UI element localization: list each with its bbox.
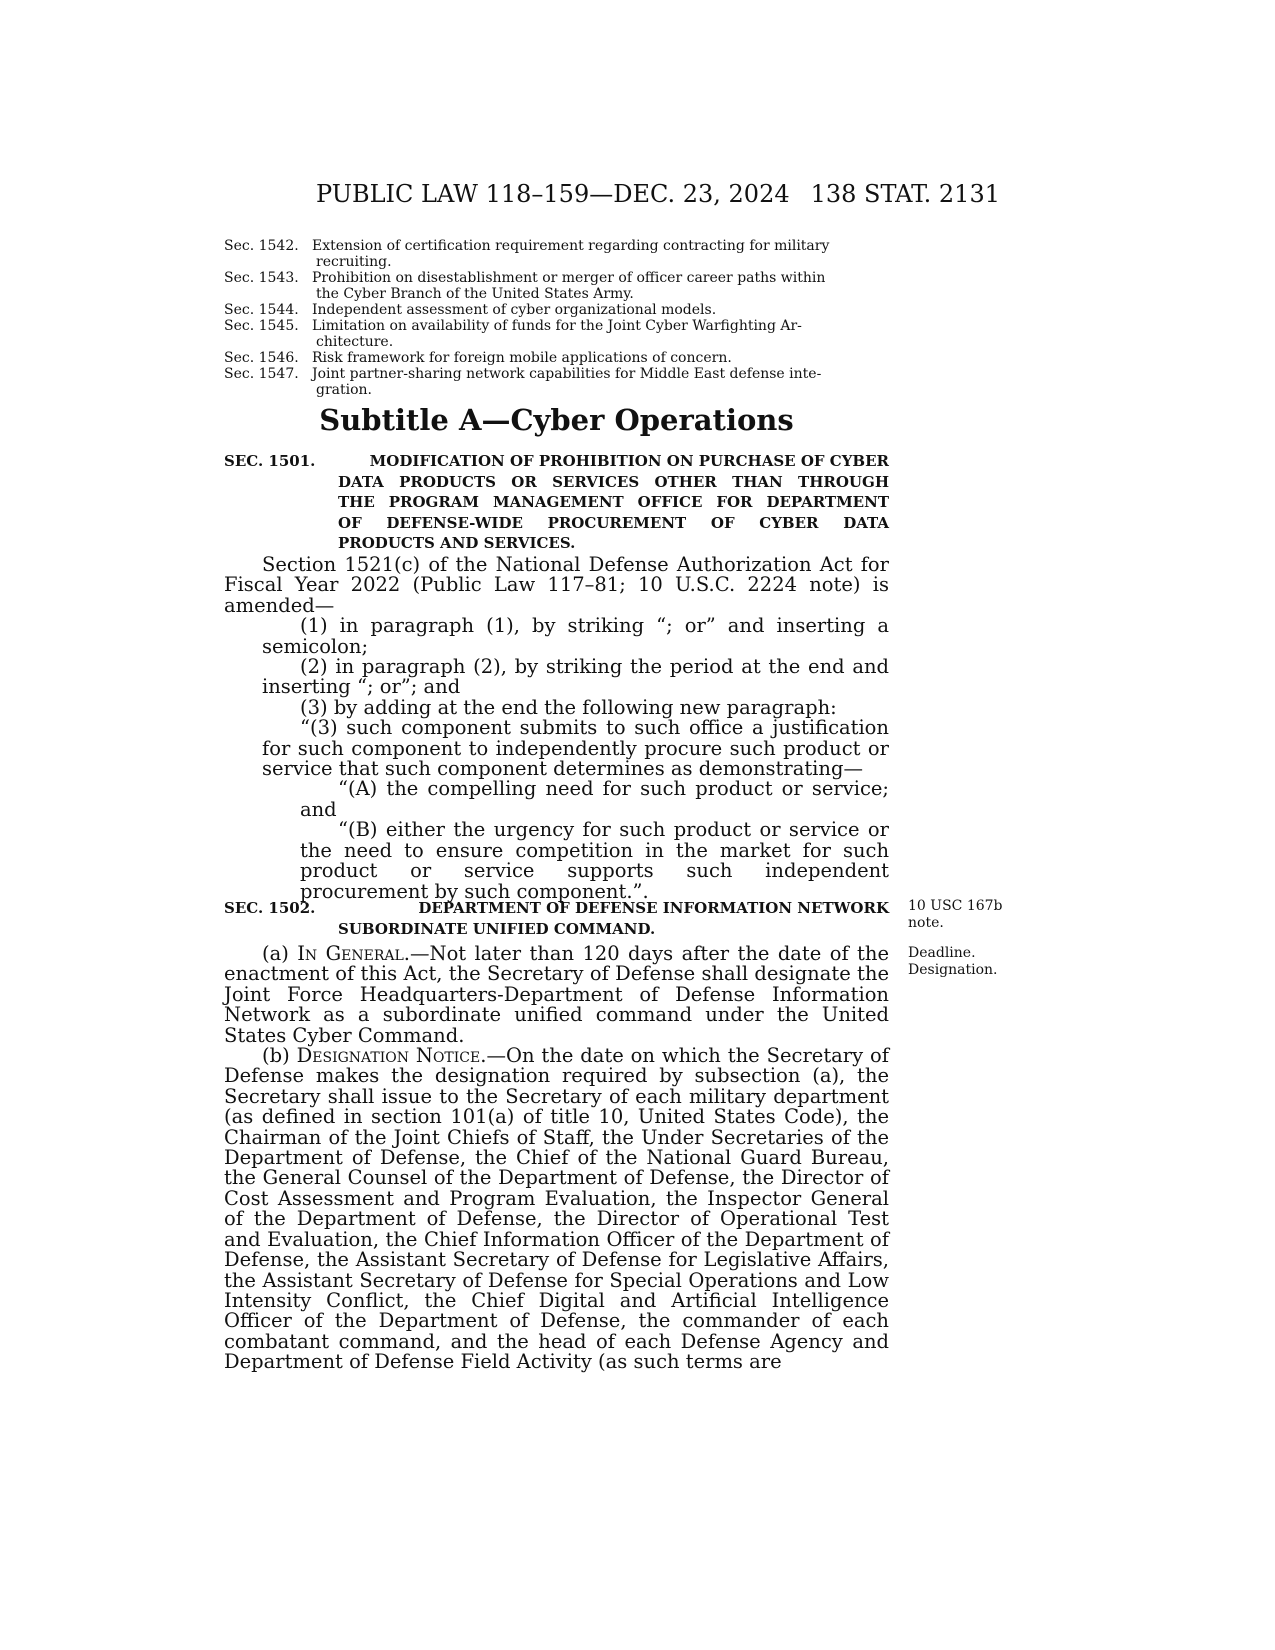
quoted-subparagraph-a: “(A) the compelling need for such product or service; and — [300, 777, 889, 821]
toc-section-number: Sec. 1546. — [224, 350, 299, 366]
toc-section-title: Limitation on availability of funds for the Joint Cyber Warfighting Ar- chitecture. — [312, 318, 802, 350]
amendment-paragraph-2: (2) in paragraph (2), by striking the period at the end and inserting “; or”; and — [262, 655, 889, 699]
toc-section-title: Independent assessment of cyber organizational models. — [312, 302, 717, 318]
section-1502-body — [224, 944, 889, 1373]
toc-entry — [224, 350, 889, 366]
margin-note-deadline: Deadline. Designation. — [908, 945, 998, 978]
toc-section-number: Sec. 1544. — [224, 302, 299, 318]
section-title-line: MODIFICATION OF PROHIBITION ON PURCHASE OF CYBER — [369, 452, 889, 470]
section-1501-heading — [224, 451, 889, 554]
section-number: SEC. 1502. — [224, 899, 316, 917]
toc-section-title: Risk framework for foreign mobile applications of concern. — [312, 350, 732, 366]
page-header — [224, 180, 1000, 220]
toc-section-number: Sec. 1543. — [224, 270, 299, 286]
toc-section-number: Sec. 1547. — [224, 366, 299, 382]
margin-note-usc-citation: 10 USC 167b note. — [908, 898, 1003, 931]
amendment-list — [224, 616, 889, 779]
subtitle-heading: Subtitle A—Cyber Operations — [319, 403, 794, 437]
toc-section-number: Sec. 1542. — [224, 238, 299, 254]
toc-entry — [224, 238, 889, 270]
section-1502-heading — [224, 898, 889, 939]
section-title-line: DEPARTMENT OF DEFENSE INFORMATION NETWORK — [418, 899, 889, 917]
quoted-new-paragraph: “(3) such component submits to such office a justification for such component to independently procure such product or service that such component determines as demonstrating— — [262, 716, 889, 781]
toc-entry — [224, 366, 889, 398]
section-title-line: THE PROGRAM MANAGEMENT OFFICE FOR DEPARTMENT — [338, 493, 889, 511]
subsection-heading: Designation Notice — [296, 1044, 481, 1068]
section-title-line: DATA PRODUCTS OR SERVICES OTHER THAN THROUGH — [338, 472, 889, 491]
toc-section-title: Extension of certification requirement regarding contracting for military recruiting. — [312, 238, 830, 270]
toc-section-number: Sec. 1545. — [224, 318, 299, 334]
subsection-heading: In General — [297, 942, 404, 965]
amendment-paragraph-1: (1) in paragraph (1), by striking “; or” and inserting a semicolon; — [262, 614, 889, 658]
quoted-subparagraphs — [224, 779, 889, 901]
section-1501-body — [224, 555, 889, 902]
subsection-text: On the date on which the Secretary of Defense makes the designation required by subsection (a), the Secretary shall issue to the Secretary of each military department (as defined in section 101(a) of title 10, United States Code), the Chairman of the Joint Chiefs of Staff, the Under Secretaries of the Department of Defense, the Chief of the National Guard Bureau, the General Counsel of the Department of Defense, the Director of Cost Assessment and Program Evaluation, the Inspector General of the Department of Defense, the Director of Operational Test and Evaluation, the Chief Information Officer of the Department of Defense, the Assistant Secretary of Defense for Legislative Affairs, the Assistant Secretary of Defense for Special Operations and Low Intensity Conflict, the Chief Digital and Artificial Intelligence Officer of the Department of Defense, the commander of each combatant command, and the head of each Defense Agency and Department of Defense Field Activity (as such terms are — [224, 1044, 890, 1374]
toc-section-title: Joint partner-sharing network capabilities for Middle East defense inte- gration. — [312, 366, 822, 398]
section-number: SEC. 1501. — [224, 452, 316, 470]
section-title-line: SUBORDINATE UNIFIED COMMAND. — [338, 919, 656, 938]
section-intro-paragraph: Section 1521(c) of the National Defense Authorization Act for Fiscal Year 2022 (Public Law 117–81; 10 U.S.C. 2224 note) is amended— — [224, 553, 889, 617]
toc-entry — [224, 302, 889, 318]
section-title-line: PRODUCTS AND SERVICES. — [338, 534, 576, 552]
statute-page-number: 138 STAT. 2131 — [810, 180, 1000, 208]
amendment-paragraph-3: (3) by adding at the end the following new paragraph: — [300, 695, 837, 719]
table-of-contents — [224, 238, 889, 398]
toc-entry — [224, 318, 889, 350]
section-title-line: OF DEFENSE-WIDE PROCUREMENT OF CYBER DATA — [338, 513, 889, 532]
toc-entry — [224, 270, 889, 302]
subsection-b: (b) Designation Notice.—On the date on which the Secretary of Defense makes the designation required by subsection (a), the Secretary shall issue to the Secretary of each military department (as defined in section 101(a) of title 10, United States Code), the Chairman of the Joint Chiefs of Staff, the Under Secretaries of the Department of Defense, the Chief of the National Guard Bureau, the General Counsel of the Department of Defense, the Director of Cost Assessment and Program Evaluation, the Inspector General of the Department of Defense, the Director of Operational Test and Evaluation, the Chief Information Officer of the Department of Defense, the Assistant Secretary of Defense for Legislative Affairs, the Assistant Secretary of Defense for Special Operations and Low Intensity Conflict, the Chief Digital and Artificial Intelligence Officer of the Department of Defense, the commander of each combatant command, and the head of each Defense Agency and Department of Defense Field Activity (as such terms are — [224, 1044, 890, 1374]
running-title: PUBLIC LAW 118–159—DEC. 23, 2024 — [316, 180, 790, 208]
subsection-text: Not later than 120 days after the date of the enactment of this Act, the Secretary of Defense shall designate the Joint Force Headquarters-Department of Defense Information Network as a subordinate unified command under the United States Cyber Command. — [224, 942, 889, 1047]
subsection-a: (a) In General.—Not later than 120 days after the date of the enactment of this Act, the Secretary of Defense shall designate the Joint Force Headquarters-Department of Defense Information Network as a subordinate unified command under the United States Cyber Command. — [224, 942, 889, 1047]
quoted-subparagraph-b: “(B) either the urgency for such product or service or the need to ensure competition in the market for such product or service supports such independent procurement by such component.”. — [300, 818, 889, 903]
toc-section-title: Prohibition on disestablishment or merger of officer career paths within the Cyber Branch of the United States Army. — [312, 270, 826, 302]
